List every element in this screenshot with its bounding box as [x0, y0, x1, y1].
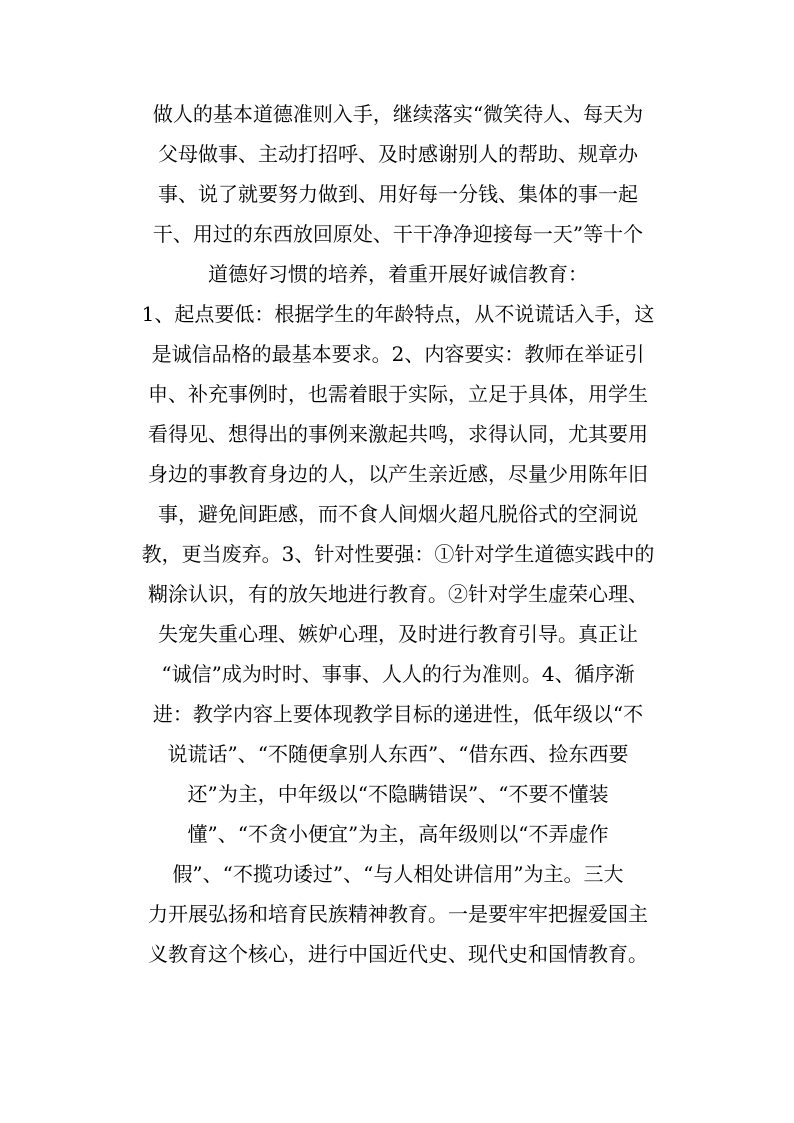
text-line: 假”、“不揽功诿过”、“与人相处讲信用”为主。三大 [172, 862, 624, 886]
text-line: 事，避免间距感，而不食人间烟火超凡脱俗式的空洞说 [158, 502, 638, 526]
text-line: 看得见、想得出的事例来激起共鸣，求得认同，尤其要用 [148, 422, 648, 446]
text-line: “诚信”成为时时、事事、人人的行为准则。4、循序渐 [161, 662, 635, 686]
text-line: 是诚信品格的最基本要求。2、内容要实：教师在举证引 [151, 342, 645, 366]
text-line: 进：教学内容上要体现教学目标的递进性，低年级以“不 [152, 702, 644, 726]
text-line: 说谎话”、“不随便拿别人东西”、“借东西、捡东西要 [167, 742, 629, 766]
text-line: 懂”、“不贪小便宜”为主，高年级则以“不弄虚作 [187, 822, 609, 846]
text-line: 申、补充事例时，也需着眼于实际，立足于具体，用学生 [148, 382, 648, 406]
text-line: 失宠失重心理、嫉妒心理，及时进行教育引导。真正让 [158, 622, 638, 646]
text-line: 父母做事、主动打招呼、及时感谢别人的帮助、规章办 [158, 142, 638, 166]
text-line: 力开展弘扬和培育民族精神教育。一是要牢牢把握爱国主 [148, 902, 648, 926]
text-line: 事、说了就要努力做到、用好每一分钱、集体的事一起 [158, 182, 638, 206]
text-line: 教，更当废弃。3、针对性要强：①针对学生道德实践中的 [141, 542, 655, 566]
text-line: 做人的基本道德准则入手，继续落实“微笑待人、每天为 [152, 102, 644, 126]
text-line: 1、起点要低：根据学生的年龄特点，从不说谎话入手，这 [141, 302, 655, 326]
text-line: 糊涂认识，有的放矢地进行教育。②针对学生虚荣心理、 [148, 582, 648, 606]
text-line: 义教育这个核心，进行中国近代史、现代史和国情教育。 [148, 942, 648, 966]
text-line: 还”为主，中年级以“不隐瞒错误”、“不要不懂装 [187, 782, 609, 806]
text-line: 道德好习惯的培养，着重开展好诚信教育： [208, 262, 588, 286]
body-text [118, 94, 678, 974]
text-line: 干、用过的东西放回原处、干干净净迎接每一天”等十个 [152, 222, 644, 246]
text-line: 身边的事教育身边的人，以产生亲近感，尽量少用陈年旧 [148, 462, 648, 486]
